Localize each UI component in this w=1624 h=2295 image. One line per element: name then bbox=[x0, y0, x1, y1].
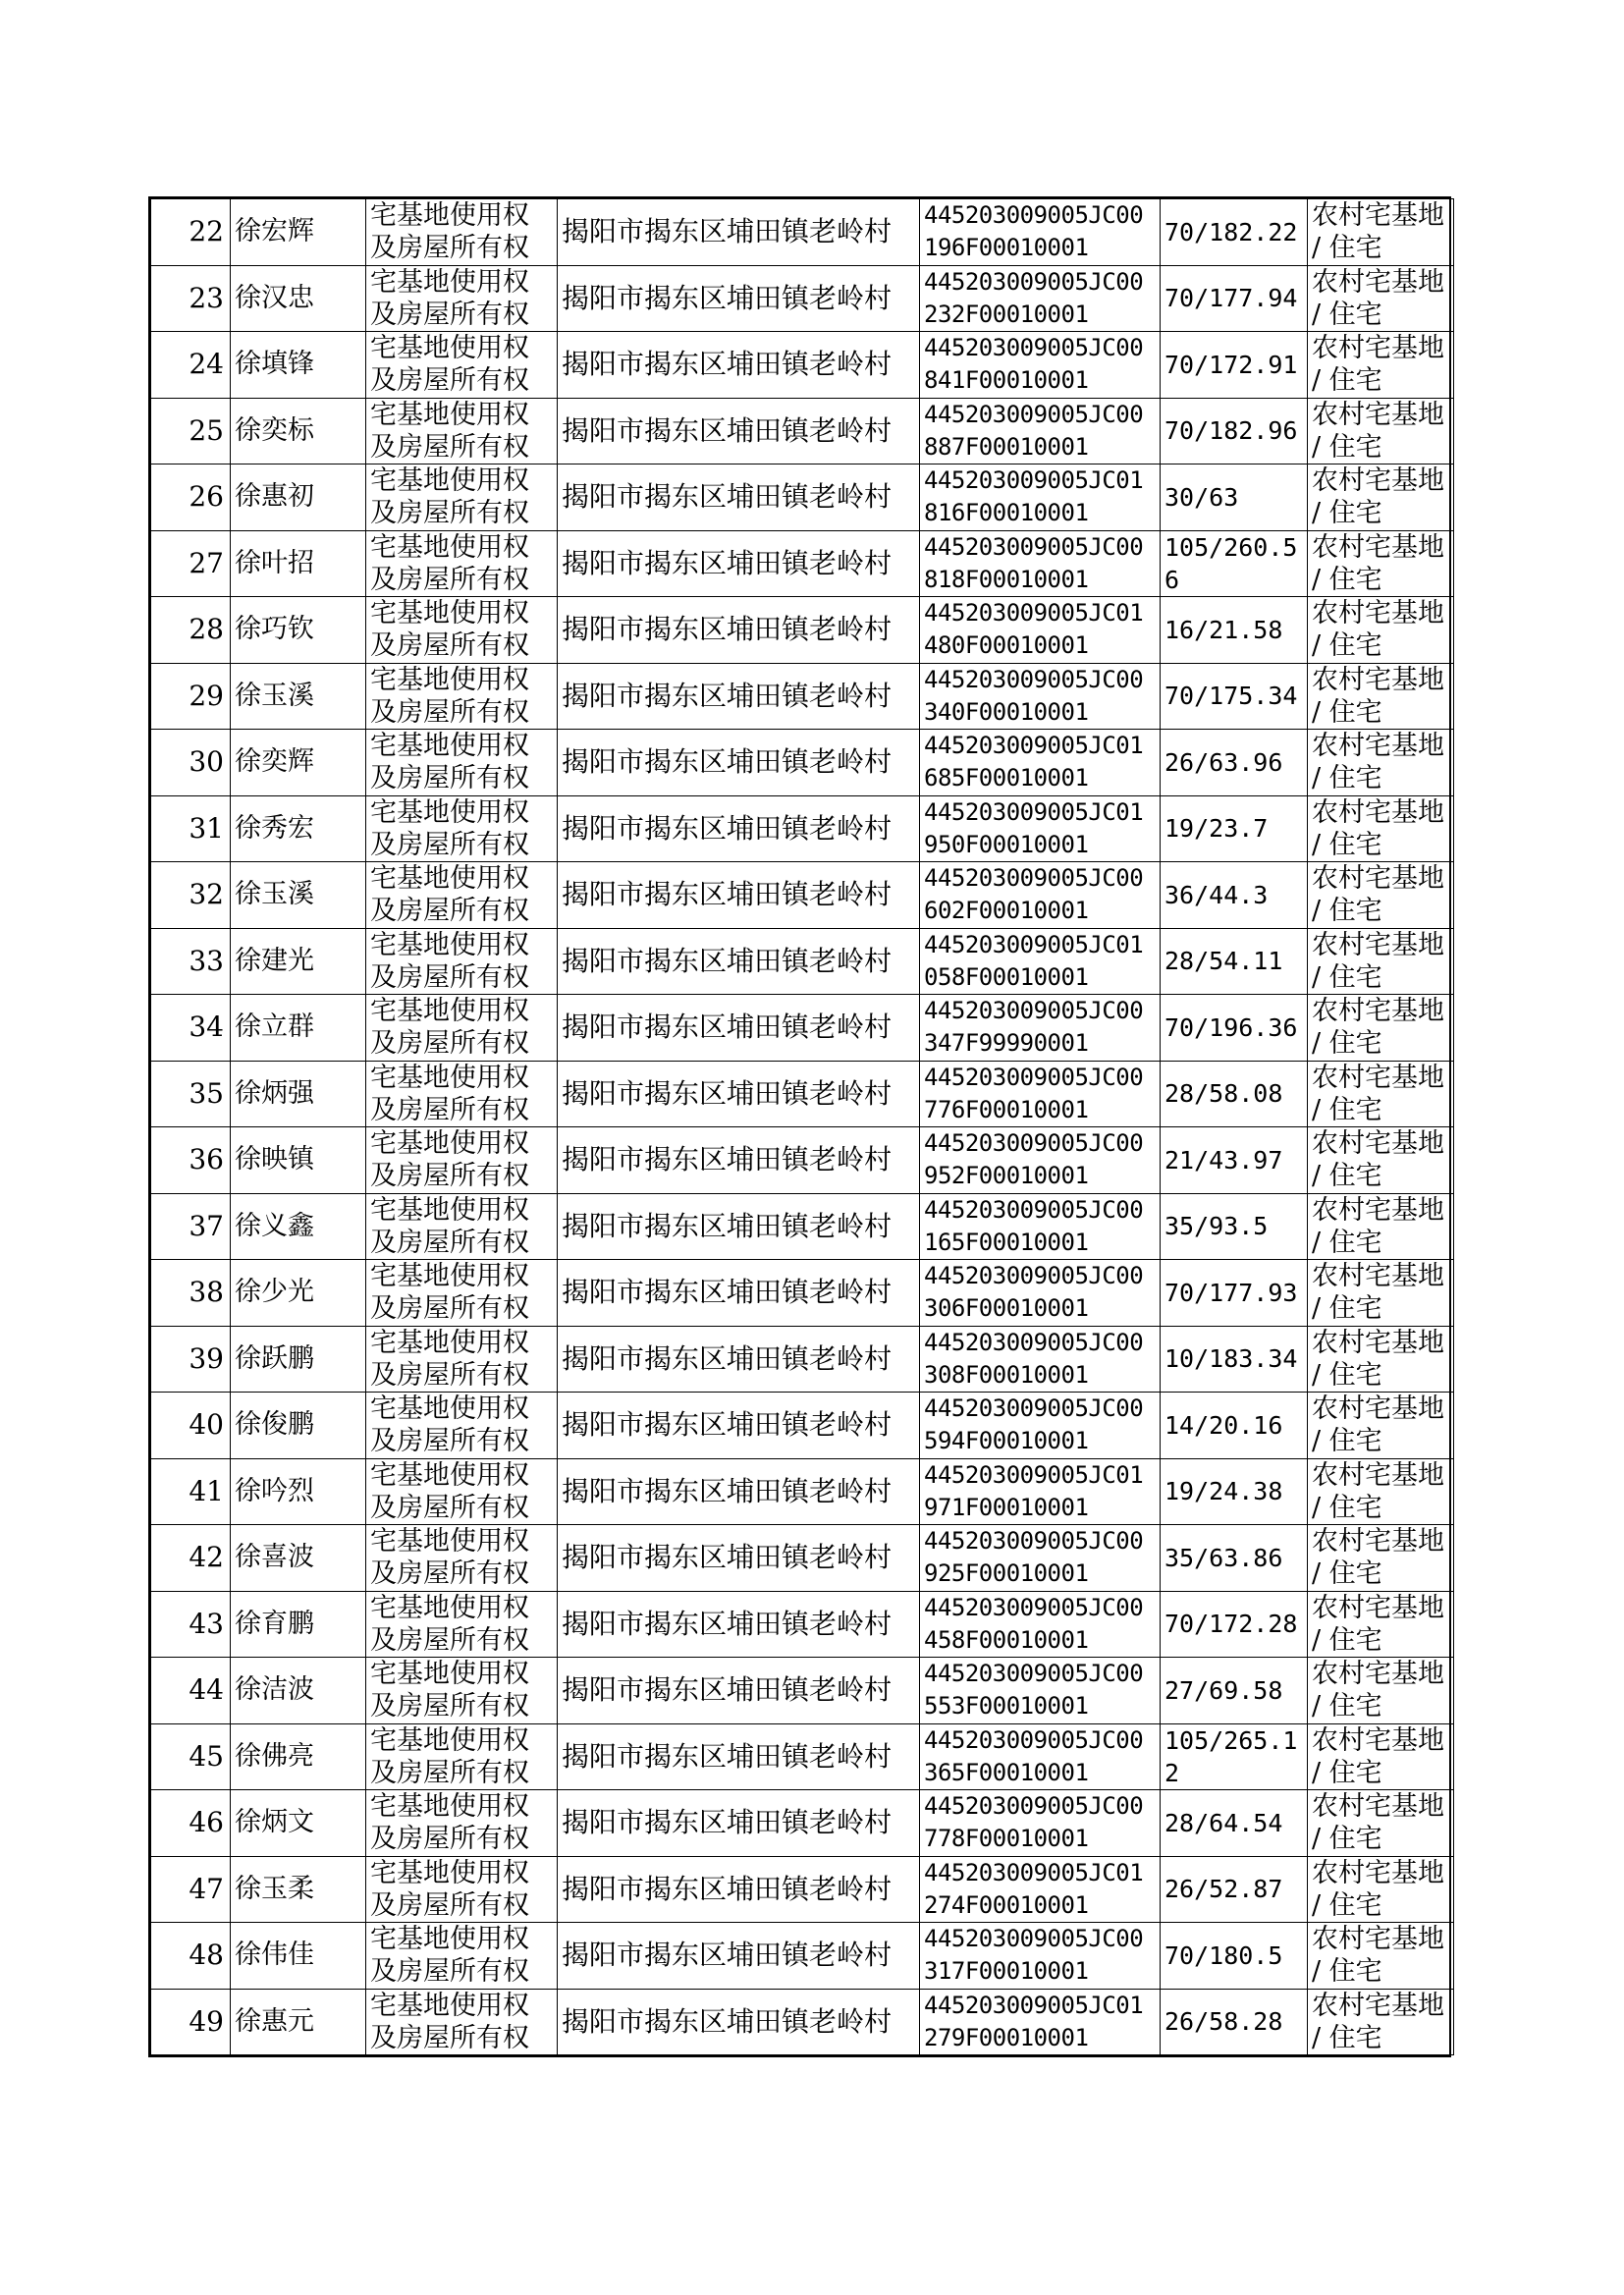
table-row bbox=[151, 332, 1454, 399]
land-use: 农村宅基地 / 住宅 bbox=[1308, 1127, 1454, 1194]
location: 揭阳市揭东区埔田镇老岭村 bbox=[558, 398, 920, 464]
unit-code: 445203009005JC00841F00010001 bbox=[920, 332, 1161, 399]
right-type: 宅基地使用权及房屋所有权 bbox=[366, 1856, 558, 1923]
area: 70/175.34 bbox=[1161, 663, 1308, 730]
area: 30/63 bbox=[1161, 464, 1308, 531]
owner-name: 徐宏辉 bbox=[231, 199, 366, 266]
owner-name: 徐俊鹏 bbox=[231, 1393, 366, 1459]
unit-code: 445203009005JC00778F00010001 bbox=[920, 1790, 1161, 1857]
table-row bbox=[151, 597, 1454, 664]
row-index: 25 bbox=[151, 398, 231, 464]
land-use: 农村宅基地 / 住宅 bbox=[1308, 398, 1454, 464]
area: 70/177.94 bbox=[1161, 265, 1308, 332]
row-index: 28 bbox=[151, 597, 231, 664]
unit-code: 445203009005JC00553F00010001 bbox=[920, 1658, 1161, 1724]
right-type: 宅基地使用权及房屋所有权 bbox=[366, 1790, 558, 1857]
land-use: 农村宅基地 / 住宅 bbox=[1308, 928, 1454, 995]
right-type: 宅基地使用权及房屋所有权 bbox=[366, 1393, 558, 1459]
table-row bbox=[151, 199, 1454, 266]
location: 揭阳市揭东区埔田镇老岭村 bbox=[558, 1923, 920, 1990]
location: 揭阳市揭东区埔田镇老岭村 bbox=[558, 862, 920, 929]
right-type: 宅基地使用权及房屋所有权 bbox=[366, 1658, 558, 1724]
owner-name: 徐立群 bbox=[231, 995, 366, 1062]
land-use: 农村宅基地 / 住宅 bbox=[1308, 199, 1454, 266]
land-use: 农村宅基地 / 住宅 bbox=[1308, 1989, 1454, 2055]
land-use: 农村宅基地 / 住宅 bbox=[1308, 730, 1454, 796]
location: 揭阳市揭东区埔田镇老岭村 bbox=[558, 795, 920, 862]
owner-name: 徐奕标 bbox=[231, 398, 366, 464]
area: 70/182.22 bbox=[1161, 199, 1308, 266]
table-row bbox=[151, 1193, 1454, 1260]
table-row bbox=[151, 1723, 1454, 1790]
area: 26/52.87 bbox=[1161, 1856, 1308, 1923]
area: 35/63.86 bbox=[1161, 1525, 1308, 1592]
right-type: 宅基地使用权及房屋所有权 bbox=[366, 730, 558, 796]
unit-code: 445203009005JC00458F00010001 bbox=[920, 1591, 1161, 1658]
area: 21/43.97 bbox=[1161, 1127, 1308, 1194]
unit-code: 445203009005JC01279F00010001 bbox=[920, 1989, 1161, 2055]
unit-code: 445203009005JC01950F00010001 bbox=[920, 795, 1161, 862]
location: 揭阳市揭东区埔田镇老岭村 bbox=[558, 1127, 920, 1194]
unit-code: 445203009005JC00952F00010001 bbox=[920, 1127, 1161, 1194]
unit-code: 445203009005JC00602F00010001 bbox=[920, 862, 1161, 929]
row-index: 31 bbox=[151, 795, 231, 862]
owner-name: 徐叶招 bbox=[231, 530, 366, 597]
land-use: 农村宅基地 / 住宅 bbox=[1308, 1326, 1454, 1393]
land-use: 农村宅基地 / 住宅 bbox=[1308, 1393, 1454, 1459]
right-type: 宅基地使用权及房屋所有权 bbox=[366, 530, 558, 597]
unit-code: 445203009005JC00196F00010001 bbox=[920, 199, 1161, 266]
owner-name: 徐吟烈 bbox=[231, 1458, 366, 1525]
row-index: 26 bbox=[151, 464, 231, 531]
unit-code: 445203009005JC00887F00010001 bbox=[920, 398, 1161, 464]
owner-name: 徐少光 bbox=[231, 1260, 366, 1327]
row-index: 43 bbox=[151, 1591, 231, 1658]
location: 揭阳市揭东区埔田镇老岭村 bbox=[558, 1723, 920, 1790]
right-type: 宅基地使用权及房屋所有权 bbox=[366, 663, 558, 730]
area: 19/23.7 bbox=[1161, 795, 1308, 862]
location: 揭阳市揭东区埔田镇老岭村 bbox=[558, 1193, 920, 1260]
right-type: 宅基地使用权及房屋所有权 bbox=[366, 862, 558, 929]
right-type: 宅基地使用权及房屋所有权 bbox=[366, 398, 558, 464]
location: 揭阳市揭东区埔田镇老岭村 bbox=[558, 1658, 920, 1724]
location: 揭阳市揭东区埔田镇老岭村 bbox=[558, 530, 920, 597]
area: 26/58.28 bbox=[1161, 1989, 1308, 2055]
land-use: 农村宅基地 / 住宅 bbox=[1308, 1591, 1454, 1658]
unit-code: 445203009005JC01058F00010001 bbox=[920, 928, 1161, 995]
table-row bbox=[151, 1856, 1454, 1923]
location: 揭阳市揭东区埔田镇老岭村 bbox=[558, 663, 920, 730]
row-index: 46 bbox=[151, 1790, 231, 1857]
owner-name: 徐炳文 bbox=[231, 1790, 366, 1857]
land-use: 农村宅基地 / 住宅 bbox=[1308, 1856, 1454, 1923]
area: 105/265.12 bbox=[1161, 1723, 1308, 1790]
land-use: 农村宅基地 / 住宅 bbox=[1308, 795, 1454, 862]
area: 36/44.3 bbox=[1161, 862, 1308, 929]
table-row bbox=[151, 1790, 1454, 1857]
location: 揭阳市揭东区埔田镇老岭村 bbox=[558, 1458, 920, 1525]
land-use: 农村宅基地 / 住宅 bbox=[1308, 862, 1454, 929]
unit-code: 445203009005JC00340F00010001 bbox=[920, 663, 1161, 730]
right-type: 宅基地使用权及房屋所有权 bbox=[366, 1591, 558, 1658]
table-row bbox=[151, 1260, 1454, 1327]
table-row bbox=[151, 1591, 1454, 1658]
owner-name: 徐跃鹏 bbox=[231, 1326, 366, 1393]
row-index: 23 bbox=[151, 265, 231, 332]
location: 揭阳市揭东区埔田镇老岭村 bbox=[558, 1989, 920, 2055]
area: 35/93.5 bbox=[1161, 1193, 1308, 1260]
row-index: 42 bbox=[151, 1525, 231, 1592]
area: 70/172.28 bbox=[1161, 1591, 1308, 1658]
right-type: 宅基地使用权及房屋所有权 bbox=[366, 265, 558, 332]
table-row bbox=[151, 464, 1454, 531]
row-index: 39 bbox=[151, 1326, 231, 1393]
area: 70/180.5 bbox=[1161, 1923, 1308, 1990]
unit-code: 445203009005JC01274F00010001 bbox=[920, 1856, 1161, 1923]
land-use: 农村宅基地 / 住宅 bbox=[1308, 1525, 1454, 1592]
owner-name: 徐喜波 bbox=[231, 1525, 366, 1592]
table-row bbox=[151, 862, 1454, 929]
right-type: 宅基地使用权及房屋所有权 bbox=[366, 1723, 558, 1790]
row-index: 40 bbox=[151, 1393, 231, 1459]
owner-name: 徐汉忠 bbox=[231, 265, 366, 332]
owner-name: 徐奕辉 bbox=[231, 730, 366, 796]
owner-name: 徐秀宏 bbox=[231, 795, 366, 862]
area: 28/54.11 bbox=[1161, 928, 1308, 995]
table-row bbox=[151, 730, 1454, 796]
right-type: 宅基地使用权及房屋所有权 bbox=[366, 1923, 558, 1990]
location: 揭阳市揭东区埔田镇老岭村 bbox=[558, 1525, 920, 1592]
land-use: 农村宅基地 / 住宅 bbox=[1308, 1260, 1454, 1327]
owner-name: 徐洁波 bbox=[231, 1658, 366, 1724]
location: 揭阳市揭东区埔田镇老岭村 bbox=[558, 928, 920, 995]
owner-name: 徐义鑫 bbox=[231, 1193, 366, 1260]
unit-code: 445203009005JC00306F00010001 bbox=[920, 1260, 1161, 1327]
row-index: 37 bbox=[151, 1193, 231, 1260]
table-body bbox=[151, 199, 1454, 2055]
table-row bbox=[151, 1923, 1454, 1990]
unit-code: 445203009005JC01971F00010001 bbox=[920, 1458, 1161, 1525]
table-row bbox=[151, 265, 1454, 332]
location: 揭阳市揭东区埔田镇老岭村 bbox=[558, 995, 920, 1062]
unit-code: 445203009005JC00776F00010001 bbox=[920, 1061, 1161, 1127]
location: 揭阳市揭东区埔田镇老岭村 bbox=[558, 464, 920, 531]
location: 揭阳市揭东区埔田镇老岭村 bbox=[558, 265, 920, 332]
owner-name: 徐填锋 bbox=[231, 332, 366, 399]
owner-name: 徐惠元 bbox=[231, 1989, 366, 2055]
table-row bbox=[151, 1127, 1454, 1194]
table-row bbox=[151, 1458, 1454, 1525]
land-use: 农村宅基地 / 住宅 bbox=[1308, 1658, 1454, 1724]
row-index: 36 bbox=[151, 1127, 231, 1194]
right-type: 宅基地使用权及房屋所有权 bbox=[366, 597, 558, 664]
property-register-table bbox=[148, 196, 1451, 2057]
right-type: 宅基地使用权及房屋所有权 bbox=[366, 928, 558, 995]
owner-name: 徐佛亮 bbox=[231, 1723, 366, 1790]
row-index: 44 bbox=[151, 1658, 231, 1724]
row-index: 49 bbox=[151, 1989, 231, 2055]
land-use: 农村宅基地 / 住宅 bbox=[1308, 663, 1454, 730]
table-row bbox=[151, 995, 1454, 1062]
area: 26/63.96 bbox=[1161, 730, 1308, 796]
owner-name: 徐育鹏 bbox=[231, 1591, 366, 1658]
right-type: 宅基地使用权及房屋所有权 bbox=[366, 1326, 558, 1393]
area: 16/21.58 bbox=[1161, 597, 1308, 664]
right-type: 宅基地使用权及房屋所有权 bbox=[366, 1525, 558, 1592]
owner-name: 徐映镇 bbox=[231, 1127, 366, 1194]
area: 27/69.58 bbox=[1161, 1658, 1308, 1724]
row-index: 35 bbox=[151, 1061, 231, 1127]
row-index: 32 bbox=[151, 862, 231, 929]
table-row bbox=[151, 795, 1454, 862]
right-type: 宅基地使用权及房屋所有权 bbox=[366, 1989, 558, 2055]
land-use: 农村宅基地 / 住宅 bbox=[1308, 464, 1454, 531]
location: 揭阳市揭东区埔田镇老岭村 bbox=[558, 199, 920, 266]
land-use: 农村宅基地 / 住宅 bbox=[1308, 1723, 1454, 1790]
row-index: 45 bbox=[151, 1723, 231, 1790]
row-index: 47 bbox=[151, 1856, 231, 1923]
land-use: 农村宅基地 / 住宅 bbox=[1308, 530, 1454, 597]
location: 揭阳市揭东区埔田镇老岭村 bbox=[558, 730, 920, 796]
unit-code: 445203009005JC00232F00010001 bbox=[920, 265, 1161, 332]
location: 揭阳市揭东区埔田镇老岭村 bbox=[558, 1393, 920, 1459]
row-index: 38 bbox=[151, 1260, 231, 1327]
land-use: 农村宅基地 / 住宅 bbox=[1308, 1458, 1454, 1525]
location: 揭阳市揭东区埔田镇老岭村 bbox=[558, 1591, 920, 1658]
right-type: 宅基地使用权及房屋所有权 bbox=[366, 1193, 558, 1260]
owner-name: 徐伟佳 bbox=[231, 1923, 366, 1990]
area: 70/182.96 bbox=[1161, 398, 1308, 464]
table-row bbox=[151, 663, 1454, 730]
owner-name: 徐玉溪 bbox=[231, 663, 366, 730]
table-row bbox=[151, 1989, 1454, 2055]
unit-code: 445203009005JC00165F00010001 bbox=[920, 1193, 1161, 1260]
location: 揭阳市揭东区埔田镇老岭村 bbox=[558, 1326, 920, 1393]
table-row bbox=[151, 1326, 1454, 1393]
owner-name: 徐玉柔 bbox=[231, 1856, 366, 1923]
area: 70/172.91 bbox=[1161, 332, 1308, 399]
land-use: 农村宅基地 / 住宅 bbox=[1308, 1061, 1454, 1127]
unit-code: 445203009005JC01685F00010001 bbox=[920, 730, 1161, 796]
area: 14/20.16 bbox=[1161, 1393, 1308, 1459]
right-type: 宅基地使用权及房屋所有权 bbox=[366, 1127, 558, 1194]
table-row bbox=[151, 1525, 1454, 1592]
right-type: 宅基地使用权及房屋所有权 bbox=[366, 464, 558, 531]
land-use: 农村宅基地 / 住宅 bbox=[1308, 1923, 1454, 1990]
location: 揭阳市揭东区埔田镇老岭村 bbox=[558, 597, 920, 664]
row-index: 24 bbox=[151, 332, 231, 399]
right-type: 宅基地使用权及房屋所有权 bbox=[366, 1260, 558, 1327]
right-type: 宅基地使用权及房屋所有权 bbox=[366, 199, 558, 266]
row-index: 27 bbox=[151, 530, 231, 597]
right-type: 宅基地使用权及房屋所有权 bbox=[366, 1458, 558, 1525]
area: 105/260.56 bbox=[1161, 530, 1308, 597]
unit-code: 445203009005JC01816F00010001 bbox=[920, 464, 1161, 531]
owner-name: 徐玉溪 bbox=[231, 862, 366, 929]
area: 19/24.38 bbox=[1161, 1458, 1308, 1525]
right-type: 宅基地使用权及房屋所有权 bbox=[366, 995, 558, 1062]
owner-name: 徐炳强 bbox=[231, 1061, 366, 1127]
right-type: 宅基地使用权及房屋所有权 bbox=[366, 795, 558, 862]
table-row bbox=[151, 1061, 1454, 1127]
owner-name: 徐惠初 bbox=[231, 464, 366, 531]
land-use: 农村宅基地 / 住宅 bbox=[1308, 995, 1454, 1062]
row-index: 30 bbox=[151, 730, 231, 796]
owner-name: 徐巧钦 bbox=[231, 597, 366, 664]
land-use: 农村宅基地 / 住宅 bbox=[1308, 597, 1454, 664]
land-use: 农村宅基地 / 住宅 bbox=[1308, 1790, 1454, 1857]
location: 揭阳市揭东区埔田镇老岭村 bbox=[558, 1790, 920, 1857]
table-row bbox=[151, 530, 1454, 597]
table-row bbox=[151, 1393, 1454, 1459]
land-use: 农村宅基地 / 住宅 bbox=[1308, 1193, 1454, 1260]
row-index: 29 bbox=[151, 663, 231, 730]
row-index: 34 bbox=[151, 995, 231, 1062]
right-type: 宅基地使用权及房屋所有权 bbox=[366, 332, 558, 399]
table-row bbox=[151, 1658, 1454, 1724]
land-use: 农村宅基地 / 住宅 bbox=[1308, 332, 1454, 399]
land-use: 农村宅基地 / 住宅 bbox=[1308, 265, 1454, 332]
area: 10/183.34 bbox=[1161, 1326, 1308, 1393]
unit-code: 445203009005JC00594F00010001 bbox=[920, 1393, 1161, 1459]
unit-code: 445203009005JC00347F99990001 bbox=[920, 995, 1161, 1062]
right-type: 宅基地使用权及房屋所有权 bbox=[366, 1061, 558, 1127]
area: 70/177.93 bbox=[1161, 1260, 1308, 1327]
row-index: 33 bbox=[151, 928, 231, 995]
location: 揭阳市揭东区埔田镇老岭村 bbox=[558, 1260, 920, 1327]
table-row bbox=[151, 928, 1454, 995]
row-index: 22 bbox=[151, 199, 231, 266]
unit-code: 445203009005JC01480F00010001 bbox=[920, 597, 1161, 664]
owner-name: 徐建光 bbox=[231, 928, 366, 995]
location: 揭阳市揭东区埔田镇老岭村 bbox=[558, 1061, 920, 1127]
unit-code: 445203009005JC00317F00010001 bbox=[920, 1923, 1161, 1990]
location: 揭阳市揭东区埔田镇老岭村 bbox=[558, 332, 920, 399]
row-index: 48 bbox=[151, 1923, 231, 1990]
unit-code: 445203009005JC00818F00010001 bbox=[920, 530, 1161, 597]
unit-code: 445203009005JC00365F00010001 bbox=[920, 1723, 1161, 1790]
area: 28/64.54 bbox=[1161, 1790, 1308, 1857]
area: 28/58.08 bbox=[1161, 1061, 1308, 1127]
register-table bbox=[150, 198, 1454, 2055]
area: 70/196.36 bbox=[1161, 995, 1308, 1062]
unit-code: 445203009005JC00925F00010001 bbox=[920, 1525, 1161, 1592]
unit-code: 445203009005JC00308F00010001 bbox=[920, 1326, 1161, 1393]
location: 揭阳市揭东区埔田镇老岭村 bbox=[558, 1856, 920, 1923]
row-index: 41 bbox=[151, 1458, 231, 1525]
table-row bbox=[151, 398, 1454, 464]
